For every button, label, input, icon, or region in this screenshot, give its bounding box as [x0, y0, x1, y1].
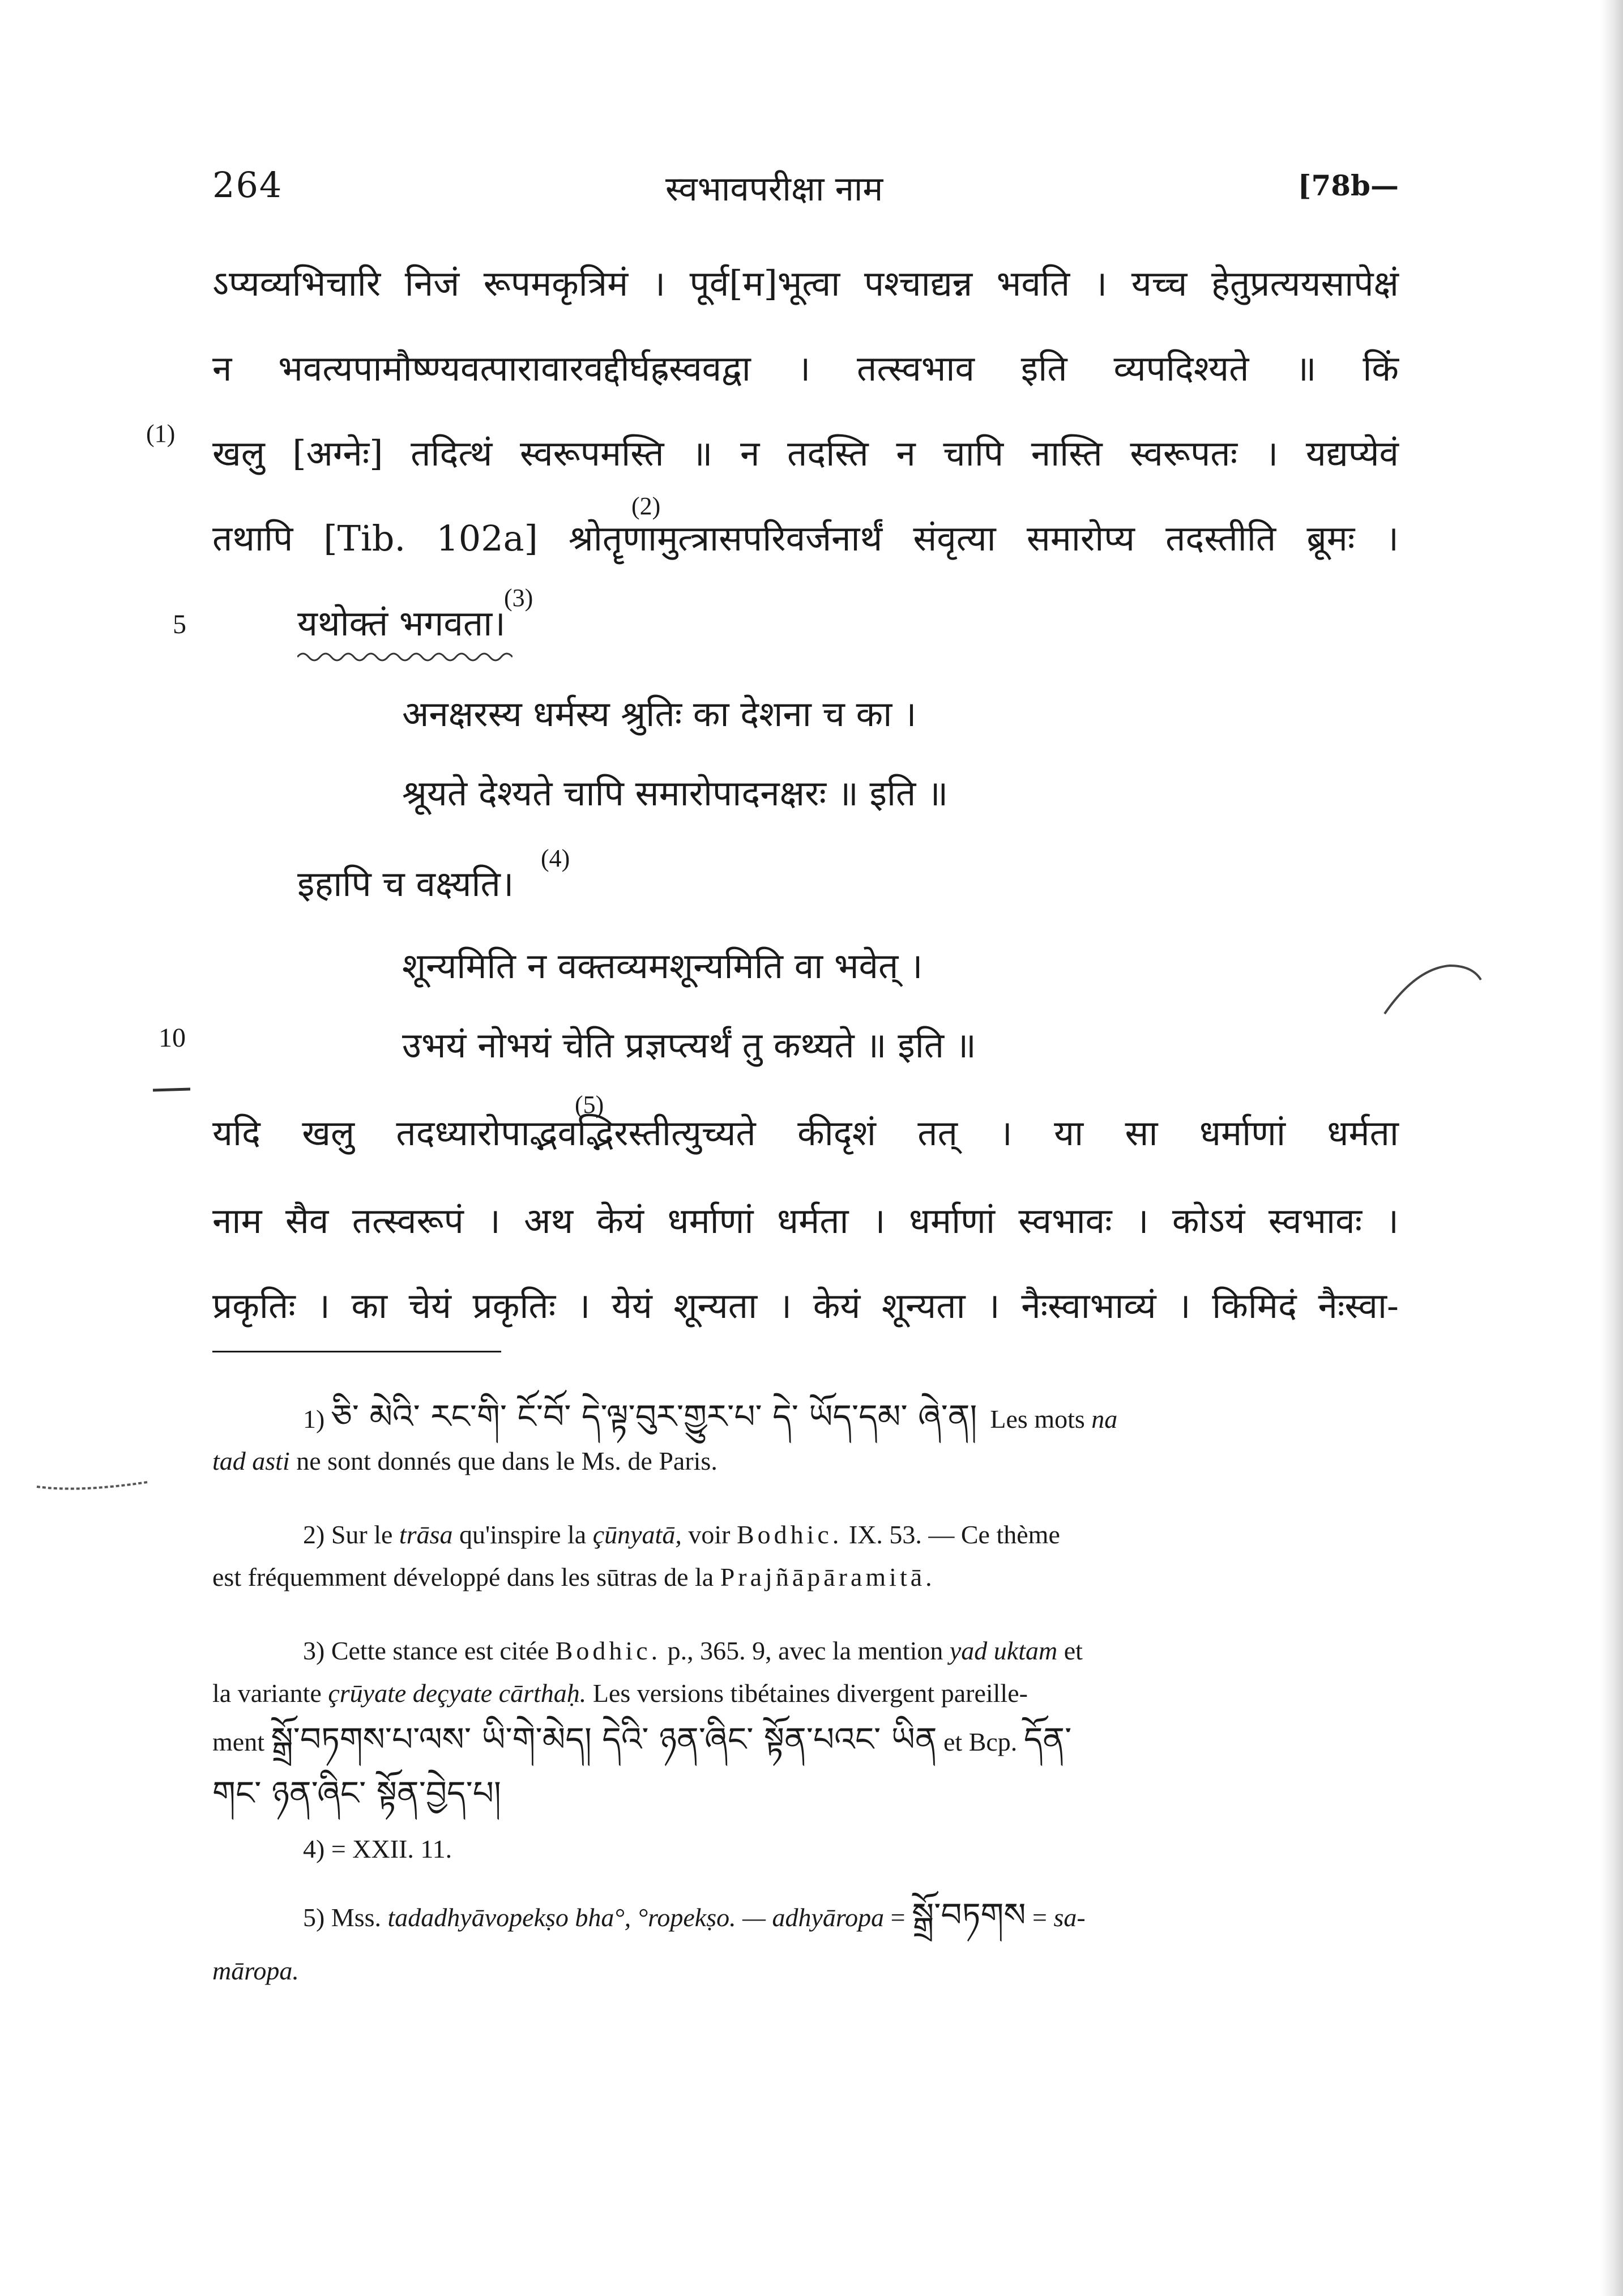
footnote-3-line-4: གང་ ཉན་ཞིང་ སྟོན་བྱེད་པ། [212, 1774, 501, 1812]
footnote-5-line-1: 5) Mss. tadadhyāvopekṣo bha°, °ropekṣo. — adhyāropa = སྒྲོ་བཏགས = sa- [303, 1896, 1086, 1934]
wavy-underline [297, 648, 512, 665]
verse-intro-1: यथोक्तं भगवता। [297, 603, 506, 644]
page-edge-shadow [1600, 0, 1623, 2296]
margin-dash [152, 1085, 191, 1096]
footnote-marker-4: (4) [541, 844, 570, 872]
footnote-4: 4) = XXII. 11. [303, 1834, 452, 1863]
footnote-marker-3: (3) [504, 584, 533, 612]
pencil-mark [1382, 957, 1484, 1019]
running-title: स्वभावपरीक्षा नाम [665, 169, 883, 209]
verse-intro-2: इहापि च वक्ष्यति। [297, 863, 514, 904]
text-line-4: तथापि [Tib. 102a] श्रोतॄणामुत्त्रासपरिवर्जनार्थं संवृत्या समारोप्य तदस्तीति ब्रूमः । [212, 518, 1399, 559]
verse-1-line-1: अनक्षरस्य धर्मस्य श्रुतिः का देशना च का । [402, 693, 917, 735]
footnote-3-line-1: 3) Cette stance est citée Bodhic. p., 365. 9, avec la mention yad uktam et [303, 1636, 1083, 1665]
line-number-10: 10 [159, 1023, 186, 1053]
text-line-3: खलु [अग्नेः] तदित्थं स्वरूपमस्ति ॥ न तदस्ति न चापि नास्ति स्वरूपतः । यद्यप्येवं [212, 433, 1399, 474]
footnote-5-line-2: māropa. [212, 1956, 299, 1985]
page-number: 264 [212, 164, 283, 206]
line-number-5: 5 [173, 609, 186, 639]
footnote-marker-1: (1) [146, 420, 176, 447]
text-line-1: ऽप्यव्यभिचारि निजं रूपमकृत्रिमं । पूर्व[म]भूत्वा पश्चाद्यन्न भवति । यच्च हेतुप्रत्ययसापेक्षं [212, 263, 1399, 304]
footnote-3-line-2: la variante çrūyate deçyate cārthaḥ. Les versions tibétaines divergent pareille- [212, 1679, 1028, 1708]
text-line-2: न भवत्यपामौष्ण्यवत्पारावारवद्दीर्घह्रस्ववद्वा । तत्स्वभाव इति व्यपदिश्यते ॥ किं [212, 348, 1399, 389]
page-header [212, 164, 1399, 221]
footnote-1-line-1: 1) ཅི་ མེའི་ རང་གི་ ངོ་བོ་ དེ་ལྟ་བུར་གྱུར་པ་ དེ་ ཡོད་དམ་ ཞེ་ན། Les mots na [303, 1397, 1118, 1436]
text-line-11: यदि खलु तदध्यारोपाद्भवद्भिरस्तीत्युच्यते कीदृशं तत् । या सा धर्माणां धर्मता [212, 1112, 1399, 1154]
folio-reference: [78b— [1297, 169, 1399, 202]
verse-2-line-1: शून्यमिति न वक्तव्यमशून्यमिति वा भवेत् । [402, 945, 923, 987]
text-line-13: प्रकृतिः । का चेयं प्रकृतिः । येयं शून्यता । केयं शून्यता । नैःस्वाभाव्यं । किमिदं नैःस्वा- [212, 1285, 1399, 1326]
footnote-2-line-1: 2) Sur le trāsa qu'inspire la çūnyatā, voir Bodhic. IX. 53. — Ce thème [303, 1520, 1060, 1549]
verse-1-line-2: श्रूयते देश्यते चापि समारोपादनक्षरः ॥ इति ॥ [402, 773, 949, 814]
footnote-separator [212, 1351, 501, 1352]
footnote-1-line-2: tad asti ne sont donnés que dans le Ms. de Paris. [212, 1446, 717, 1475]
footnote-marker-2: (2) [631, 492, 661, 520]
text-line-12: नाम सैव तत्स्वरूपं । अथ केयं धर्माणां धर्मता । धर्माणां स्वभावः । कोऽयं स्वभावः । [212, 1200, 1399, 1241]
footnote-2-line-2: est fréquemment développé dans les sūtras de la Prajñāpāramitā. [212, 1563, 936, 1591]
margin-stroke [34, 1475, 153, 1498]
footnote-3-line-3: ment སྒྲོ་བཏགས་པ་ལས་ ཡི་གེ་མེད། དེའི་ ཉན་ཞིང་ སྟོན་པའང་ ཡིན et Bcp. དོན་ [212, 1720, 1072, 1759]
verse-2-line-2: उभयं नोभयं चेति प्रज्ञप्त्यर्थं तु कथ्यते ॥ इति ॥ [402, 1025, 976, 1066]
footnote-1-tibetan: ཅི་ མེའི་ རང་གི་ ངོ་བོ་ དེ་ལྟ་བུར་གྱུར་པ་ དེ་ ཡོད་དམ་ ཞེ་ན། [331, 1397, 977, 1436]
footnote-marker-5: (5) [575, 1091, 604, 1119]
